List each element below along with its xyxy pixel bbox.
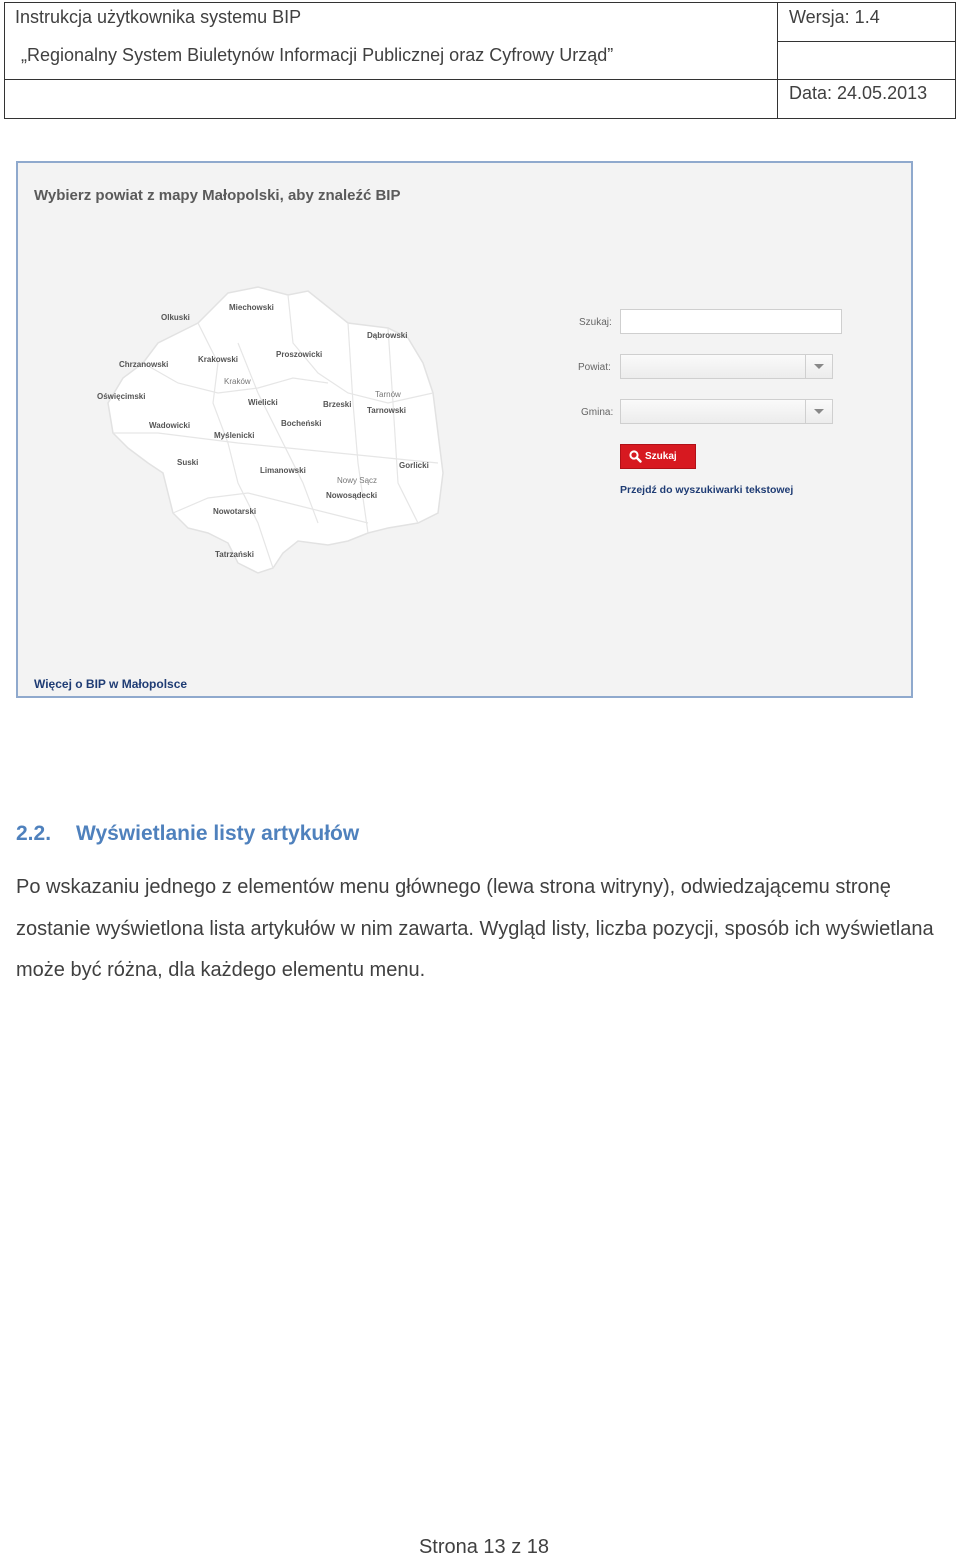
- chevron-down-icon[interactable]: [805, 400, 832, 423]
- section-paragraph: Po wskazaniu jednego z elementów menu głównego (lewa strona witryny), odwiedzającemu stronę zostanie wyświetlona lista artykułów w nim zawarta. Wygląd listy, liczba pozycji, sposób ich wyświetlana może być różna, dla każdego elementu menu.: [16, 876, 934, 981]
- search-button[interactable]: [620, 444, 696, 469]
- county-tatrzanski[interactable]: Tatrzański: [215, 550, 254, 559]
- county-dabrowski[interactable]: Dąbrowski: [367, 331, 408, 340]
- county-tarnowski[interactable]: Tarnowski: [367, 406, 406, 415]
- county-wadowicki[interactable]: Wadowicki: [149, 421, 191, 430]
- county-krakow[interactable]: Kraków: [224, 377, 251, 386]
- search-icon: [629, 450, 642, 463]
- document-header: [4, 2, 956, 119]
- county-brzeski[interactable]: Brzeski: [323, 400, 352, 409]
- county-nowy-sacz[interactable]: Nowy Sącz: [337, 476, 378, 485]
- county-nowotarski[interactable]: Nowotarski: [213, 507, 257, 516]
- search-input[interactable]: [620, 309, 842, 334]
- powiat-select[interactable]: [620, 354, 833, 379]
- doc-version: Wersja: 1.4: [789, 7, 880, 27]
- chevron-down-icon[interactable]: [805, 355, 832, 378]
- doc-title: Instrukcja użytkownika systemu BIP: [15, 7, 302, 27]
- county-limanowski[interactable]: Limanowski: [260, 466, 306, 475]
- header-divider-horizontal: [5, 79, 955, 80]
- malopolska-map: [88, 283, 488, 583]
- gmina-select[interactable]: [620, 399, 833, 424]
- header-divider-vertical: [777, 3, 778, 118]
- section-number: 2.2.: [16, 822, 52, 845]
- section-title: Wyświetlanie listy artykułów: [76, 822, 360, 845]
- header-divider-right-top: [777, 41, 955, 42]
- powiat-label: Powiat:: [578, 362, 611, 373]
- county-chrzanowski[interactable]: Chrzanowski: [119, 360, 169, 369]
- county-krakowski[interactable]: Krakowski: [198, 355, 239, 364]
- search-button-label: Szukaj: [645, 451, 677, 462]
- county-bochenski[interactable]: Bocheński: [281, 419, 322, 428]
- county-gorlicki[interactable]: Gorlicki: [399, 461, 429, 470]
- county-oswiecimski[interactable]: Oświęcimski: [97, 392, 146, 401]
- more-about-bip-link[interactable]: Więcej o BIP w Małopolsce: [34, 677, 188, 691]
- county-myslenicki[interactable]: Myślenicki: [214, 431, 255, 440]
- county-olkuski[interactable]: Olkuski: [161, 313, 190, 322]
- county-nowosadecki[interactable]: Nowosądecki: [326, 491, 378, 500]
- bip-map-screenshot: [16, 161, 913, 698]
- system-name: „Regionalny System Biuletynów Informacji Publicznej oraz Cyfrowy Urząd”: [21, 45, 614, 65]
- map-heading: Wybierz powiat z mapy Małopolski, aby znaleźć BIP: [34, 187, 401, 204]
- county-suski[interactable]: Suski: [177, 458, 199, 467]
- search-label: Szukaj:: [579, 317, 612, 328]
- gmina-label: Gmina:: [581, 407, 614, 418]
- page-number: Strona 13 z 18: [418, 1536, 550, 1558]
- county-proszowicki[interactable]: Proszowicki: [276, 350, 323, 359]
- county-miechowski[interactable]: Miechowski: [229, 303, 274, 312]
- doc-date: Data: 24.05.2013: [789, 83, 928, 103]
- advanced-search-link[interactable]: Przejdź do wyszukiwarki tekstowej: [620, 484, 794, 496]
- county-wielicki[interactable]: Wielicki: [248, 398, 278, 407]
- county-tarnow[interactable]: Tarnów: [375, 390, 401, 399]
